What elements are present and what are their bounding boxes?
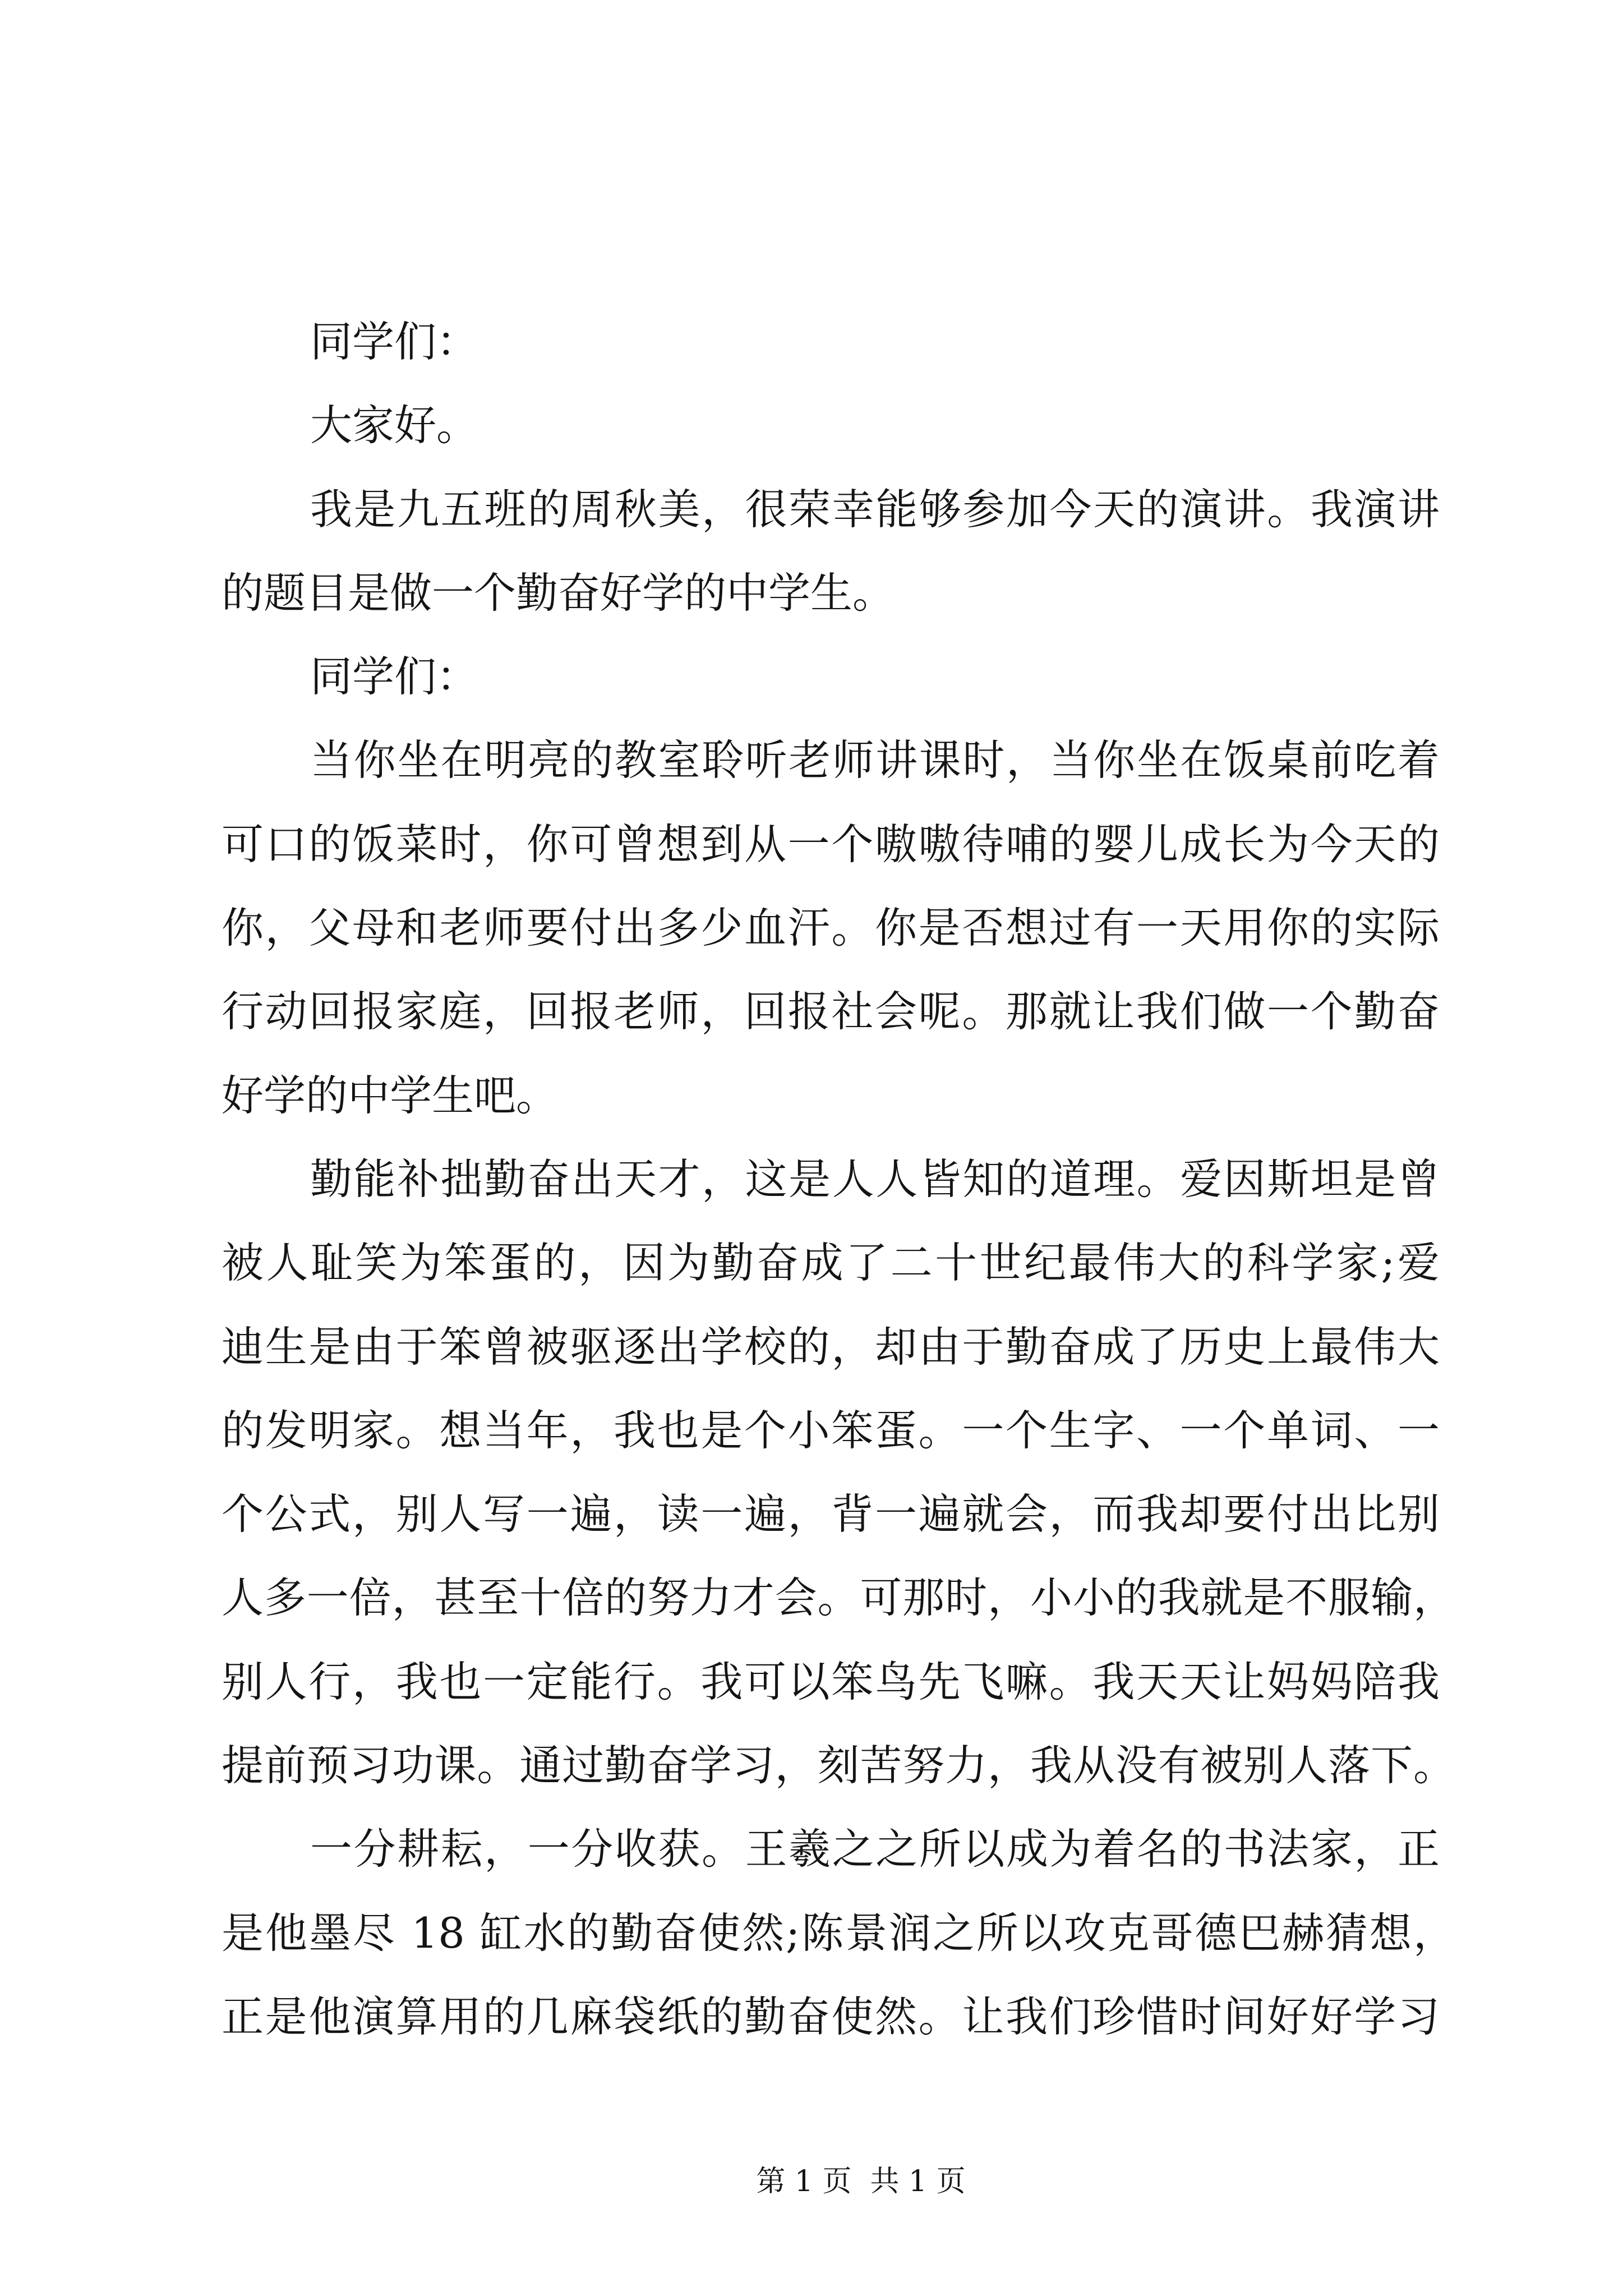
paragraph-hello [222,384,1440,467]
document-body [222,300,1455,2059]
text-line: 大家好。 [310,401,479,450]
text-line: 被人耻笑为笨蛋的，因为勤奋成了二十世纪最伟大的科学家;爱 [222,1238,1440,1288]
text-line: 当你坐在明亮的教室聆听老师讲课时，当你坐在饭桌前吃着 [310,735,1440,785]
paragraph-intro [222,468,1440,636]
text-line: 行动回报家庭，回报老师，回报社会呢。那就让我们做一个勤奋 [222,987,1440,1037]
text-line: 我是九五班的周秋美，很荣幸能够参加今天的演讲。我演讲 [310,484,1440,534]
text-line: 人多一倍，甚至十倍的努力才会。可那时，小小的我就是不服输， [222,1573,1455,1623]
text-line: 迪生是由于笨曾被驱逐出学校的，却由于勤奋成了历史上最伟大 [222,1322,1440,1372]
page-footer: 第 1 页 共 1 页 [756,2165,966,2198]
text-line: 别人行，我也一定能行。我可以笨鸟先飞嘛。我天天让妈妈陪我 [222,1657,1440,1706]
text-line: 的发明家。想当年，我也是个小笨蛋。一个生字、一个单词、一 [222,1405,1440,1455]
paragraph-body-2 [222,1138,1455,1807]
text-line: 是他墨尽 18 缸水的勤奋使然;陈景润之所以攻克哥德巴赫猜想， [222,1908,1455,1958]
text-line: 提前预习功课。通过勤奋学习，刻苦努力，我从没有被别人落下。 [222,1741,1455,1791]
text-line: 同学们： [310,317,479,366]
text-line: 一分耕耘，一分收获。王羲之之所以成为着名的书法家，正 [310,1824,1440,1874]
paragraph-greeting [222,300,1440,384]
text-line: 同学们： [310,652,479,702]
text-line: 可口的饭菜时，你可曾想到从一个嗷嗷待哺的婴儿成长为今天的 [222,819,1440,869]
text-line: 正是他演算用的几麻袋纸的勤奋使然。让我们珍惜时间好好学习 [222,1991,1440,2041]
text-line: 好学的中学生吧。 [222,1070,559,1120]
paragraph-body-1 [222,719,1440,1137]
paragraph-body-3 [222,1807,1455,2059]
paragraph-greeting-2 [222,635,1440,719]
text-line: 个公式，别人写一遍，读一遍，背一遍就会，而我却要付出比别 [222,1489,1440,1539]
text-line: 勤能补拙勤奋出天才，这是人人皆知的道理。爱因斯坦是曾 [310,1154,1440,1204]
text-line: 你，父母和老师要付出多少血汗。你是否想过有一天用你的实际 [222,903,1440,953]
text-line: 的题目是做一个勤奋好学的中学生。 [222,568,895,618]
